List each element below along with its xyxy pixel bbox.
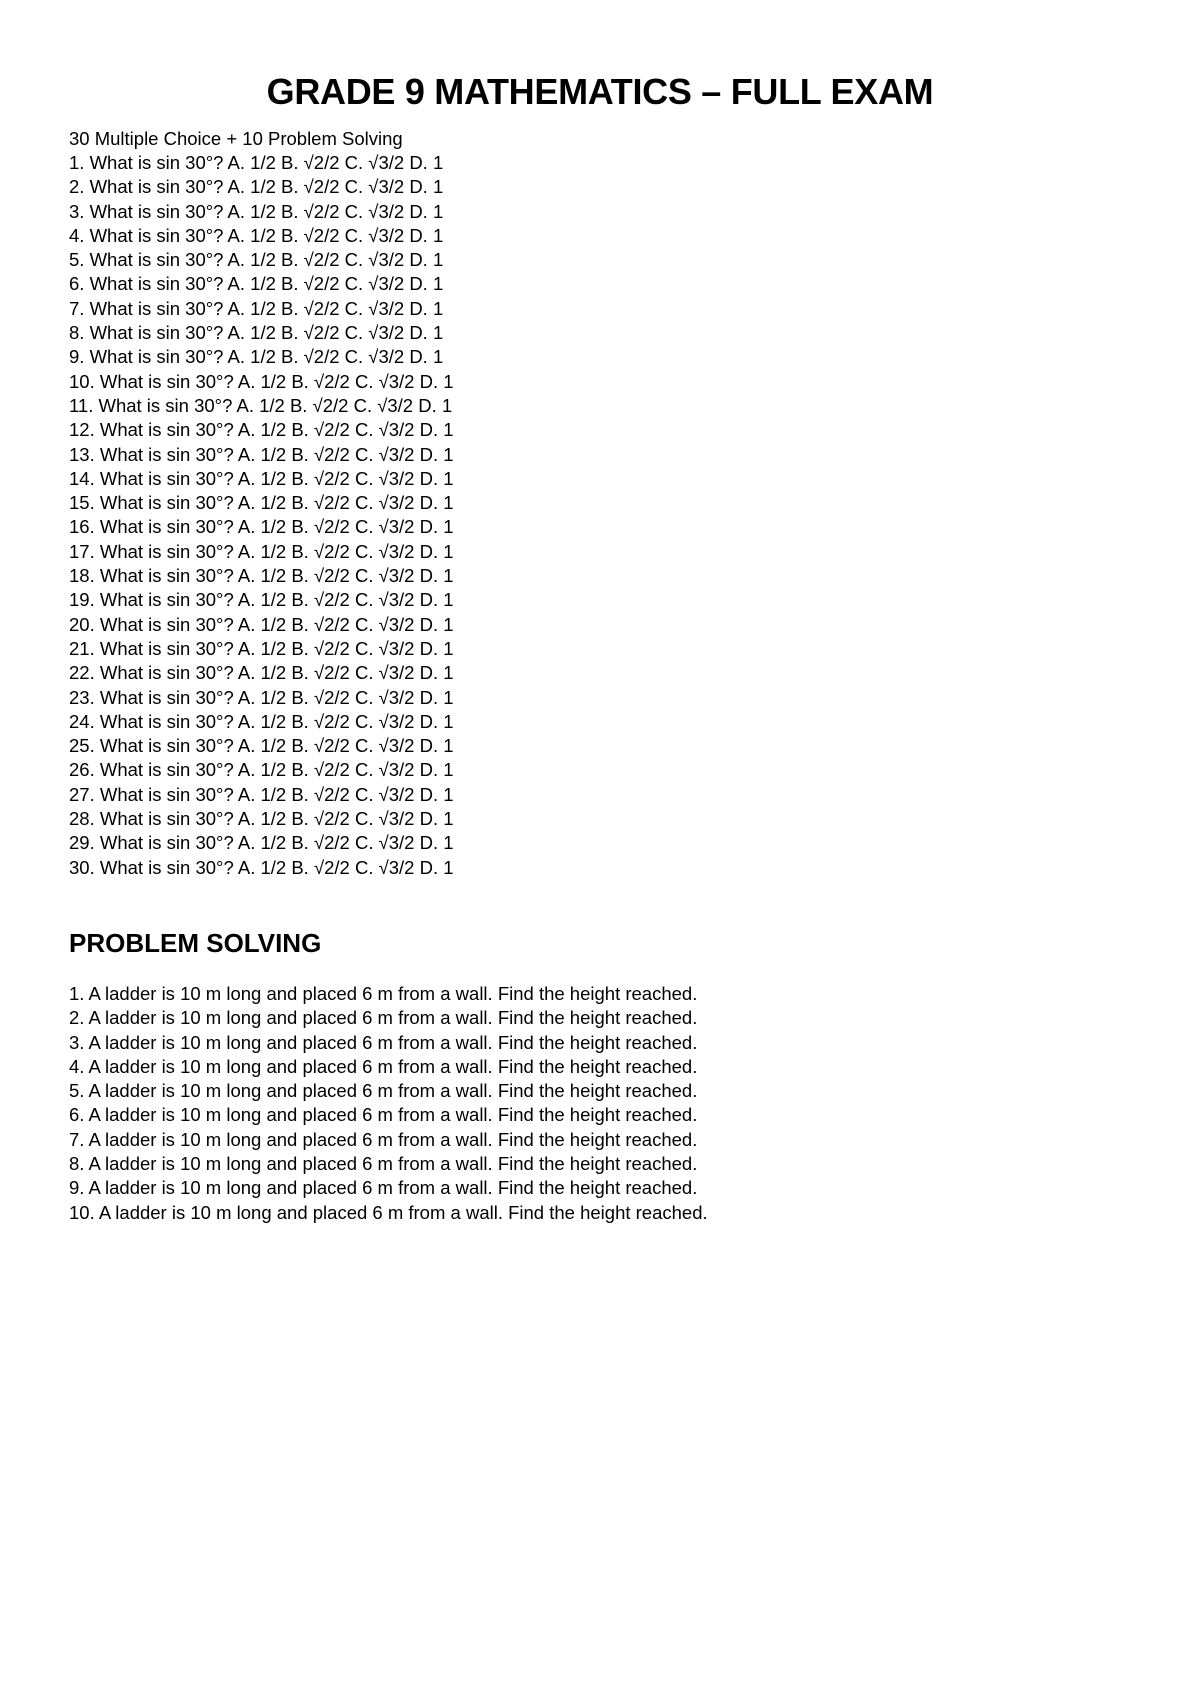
multiple-choice-question: 7. What is sin 30°? A. 1/2 B. √2/2 C. √3/2 D. 1: [69, 297, 444, 319]
multiple-choice-question: 8. What is sin 30°? A. 1/2 B. √2/2 C. √3/2 D. 1: [69, 322, 444, 344]
multiple-choice-question: 4. What is sin 30°? A. 1/2 B. √2/2 C. √3/2 D. 1: [69, 224, 444, 246]
multiple-choice-question: 22. What is sin 30°? A. 1/2 B. √2/2 C. √3/2 D. 1: [69, 662, 454, 684]
multiple-choice-question: 20. What is sin 30°? A. 1/2 B. √2/2 C. √3/2 D. 1: [69, 613, 454, 635]
problem-solving-question: 7. A ladder is 10 m long and placed 6 m from a wall. Find the height reached.: [69, 1128, 698, 1150]
multiple-choice-question: 6. What is sin 30°? A. 1/2 B. √2/2 C. √3/2 D. 1: [69, 273, 444, 295]
multiple-choice-question: 5. What is sin 30°? A. 1/2 B. √2/2 C. √3/2 D. 1: [69, 249, 444, 271]
multiple-choice-question: 29. What is sin 30°? A. 1/2 B. √2/2 C. √3/2 D. 1: [69, 832, 454, 854]
problem-solving-list: [69, 982, 708, 1225]
multiple-choice-question: 2. What is sin 30°? A. 1/2 B. √2/2 C. √3/2 D. 1: [69, 176, 444, 198]
multiple-choice-question: 28. What is sin 30°? A. 1/2 B. √2/2 C. √3/2 D. 1: [69, 808, 454, 830]
problem-solving-question: 8. A ladder is 10 m long and placed 6 m from a wall. Find the height reached.: [69, 1153, 698, 1175]
problem-solving-question: 3. A ladder is 10 m long and placed 6 m from a wall. Find the height reached.: [69, 1031, 698, 1053]
problem-solving-question: 9. A ladder is 10 m long and placed 6 m from a wall. Find the height reached.: [69, 1177, 698, 1199]
problem-solving-question: 6. A ladder is 10 m long and placed 6 m from a wall. Find the height reached.: [69, 1104, 698, 1126]
multiple-choice-question: 23. What is sin 30°? A. 1/2 B. √2/2 C. √3/2 D. 1: [69, 686, 454, 708]
multiple-choice-question: 1. What is sin 30°? A. 1/2 B. √2/2 C. √3/2 D. 1: [69, 152, 444, 173]
problem-solving-question: 10. A ladder is 10 m long and placed 6 m from a wall. Find the height reached.: [69, 1201, 708, 1223]
exam-subtitle: 30 Multiple Choice + 10 Problem Solving: [69, 128, 403, 149]
multiple-choice-question: 21. What is sin 30°? A. 1/2 B. √2/2 C. √3/2 D. 1: [69, 637, 454, 659]
multiple-choice-question: 19. What is sin 30°? A. 1/2 B. √2/2 C. √3/2 D. 1: [69, 589, 454, 611]
multiple-choice-question: 25. What is sin 30°? A. 1/2 B. √2/2 C. √3/2 D. 1: [69, 735, 454, 757]
multiple-choice-question: 13. What is sin 30°? A. 1/2 B. √2/2 C. √3/2 D. 1: [69, 443, 454, 465]
multiple-choice-question: 27. What is sin 30°? A. 1/2 B. √2/2 C. √3/2 D. 1: [69, 783, 454, 805]
multiple-choice-question: 24. What is sin 30°? A. 1/2 B. √2/2 C. √3/2 D. 1: [69, 710, 454, 732]
problem-solving-heading: PROBLEM SOLVING: [69, 928, 322, 958]
multiple-choice-question: 10. What is sin 30°? A. 1/2 B. √2/2 C. √3/2 D. 1: [69, 370, 454, 392]
multiple-choice-question: 9. What is sin 30°? A. 1/2 B. √2/2 C. √3/2 D. 1: [69, 346, 444, 368]
multiple-choice-question: 15. What is sin 30°? A. 1/2 B. √2/2 C. √3/2 D. 1: [69, 492, 454, 514]
multiple-choice-question: 12. What is sin 30°? A. 1/2 B. √2/2 C. √3/2 D. 1: [69, 419, 454, 441]
multiple-choice-question: 17. What is sin 30°? A. 1/2 B. √2/2 C. √3/2 D. 1: [69, 540, 454, 562]
multiple-choice-question: 16. What is sin 30°? A. 1/2 B. √2/2 C. √3/2 D. 1: [69, 516, 454, 538]
multiple-choice-question: 26. What is sin 30°? A. 1/2 B. √2/2 C. √3/2 D. 1: [69, 759, 454, 781]
multiple-choice-question: 3. What is sin 30°? A. 1/2 B. √2/2 C. √3/2 D. 1: [69, 200, 444, 222]
problem-solving-question: 2. A ladder is 10 m long and placed 6 m from a wall. Find the height reached.: [69, 1007, 698, 1029]
multiple-choice-question: 11. What is sin 30°? A. 1/2 B. √2/2 C. √3/2 D. 1: [69, 394, 453, 416]
multiple-choice-question: 18. What is sin 30°? A. 1/2 B. √2/2 C. √3/2 D. 1: [69, 565, 454, 587]
exam-title: GRADE 9 MATHEMATICS – FULL EXAM: [266, 71, 934, 112]
problem-solving-question: 5. A ladder is 10 m long and placed 6 m from a wall. Find the height reached.: [69, 1080, 698, 1102]
multiple-choice-list: [69, 151, 454, 880]
multiple-choice-question: 30. What is sin 30°? A. 1/2 B. √2/2 C. √3/2 D. 1: [69, 856, 454, 878]
multiple-choice-question: 14. What is sin 30°? A. 1/2 B. √2/2 C. √3/2 D. 1: [69, 467, 454, 489]
problem-solving-question: 4. A ladder is 10 m long and placed 6 m from a wall. Find the height reached.: [69, 1055, 698, 1077]
problem-solving-question: 1. A ladder is 10 m long and placed 6 m from a wall. Find the height reached.: [69, 983, 698, 1004]
